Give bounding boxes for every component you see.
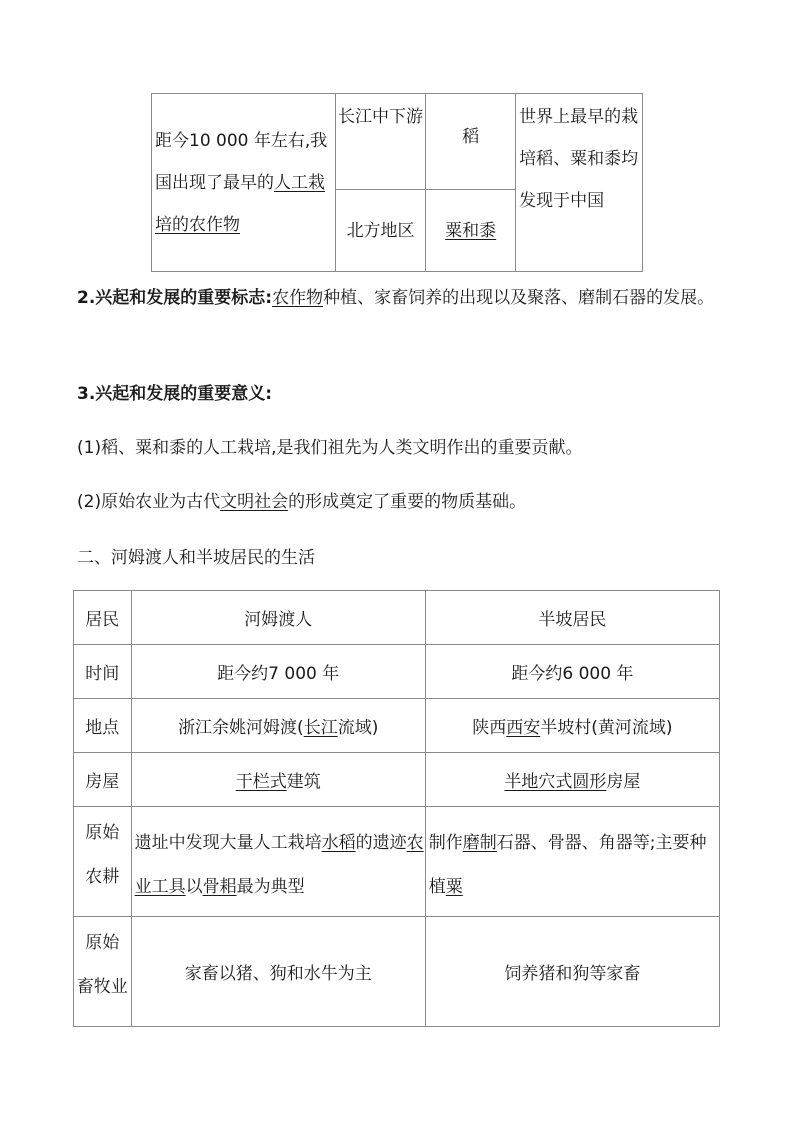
time-banpo: 距今约6 000 年 xyxy=(425,645,719,699)
livestock-banpo: 饲养猪和狗等家畜 xyxy=(425,917,719,1027)
house-hemudu xyxy=(131,753,425,807)
section-2 xyxy=(77,278,727,318)
house-banpo-underlined-1: 半地穴式 xyxy=(504,772,573,792)
place-banpo-underlined: 西安 xyxy=(506,718,541,738)
farming-label xyxy=(74,807,132,917)
section-3-item-2 xyxy=(77,482,727,522)
farming-hemudu-underlined-1: 水稻 xyxy=(321,833,356,853)
house-hemudu-b: 建筑 xyxy=(286,772,321,792)
header-label: 居民 xyxy=(74,591,132,645)
farming-hemudu-underlined-3: 骨耜 xyxy=(202,877,237,897)
place-hemudu-a: 浙江余姚河姆渡( xyxy=(178,718,304,738)
house-hemudu-underlined: 干栏式 xyxy=(235,772,287,792)
section-3-item-2-underlined: 文明社会 xyxy=(220,492,289,512)
house-banpo-underlined-2: 圆形 xyxy=(572,772,607,792)
header-hemudu: 河姆渡人 xyxy=(131,591,425,645)
farming-hemudu-a: 遗址中发现大量人工栽培 xyxy=(134,833,322,853)
farming-banpo xyxy=(425,807,719,917)
section-3-item-2-a: (2)原始农业为古代 xyxy=(77,492,221,512)
region-yangtze: 长江中下游 xyxy=(336,94,426,190)
farming-banpo-a: 制作 xyxy=(428,833,463,853)
house-banpo xyxy=(425,753,719,807)
crop-millet xyxy=(426,190,516,272)
origin-summary-cell xyxy=(152,94,336,272)
origin-note-cell xyxy=(516,94,643,272)
livestock-hemudu: 家畜以猪、狗和水牛为主 xyxy=(131,917,425,1027)
place-hemudu-b: 流域) xyxy=(337,718,379,738)
section-3-item-1: (1)稻、粟和黍的人工栽培,是我们祖先为人类文明作出的重要贡献。 xyxy=(77,438,583,458)
farming-banpo-underlined-2: 粟 xyxy=(445,877,463,897)
farming-hemudu-c: 以 xyxy=(185,877,203,897)
origin-table xyxy=(151,93,643,272)
livestock-label-1: 原始 xyxy=(85,933,120,953)
crop-millet-text: 粟和黍 xyxy=(445,220,497,241)
section-heading-2: 二、河姆渡人和半坡居民的生活 xyxy=(77,548,315,568)
section-3-label: 3.兴起和发展的重要意义: xyxy=(77,384,273,404)
place-label: 地点 xyxy=(74,699,132,753)
place-hemudu-underlined: 长江 xyxy=(303,718,338,738)
farming-hemudu-underlined-2: 农业工具 xyxy=(134,833,424,897)
crop-rice: 稻 xyxy=(426,94,516,190)
place-banpo xyxy=(425,699,719,753)
section-2-text: 种植、家畜饲养的出现以及聚落、磨制石器的发展。 xyxy=(323,288,715,308)
livestock-label-2: 畜牧业 xyxy=(76,977,128,997)
section-3-item-2-b: 的形成奠定了重要的物质基础。 xyxy=(288,492,527,512)
house-label: 房屋 xyxy=(74,753,132,807)
time-hemudu: 距今约7 000 年 xyxy=(131,645,425,699)
origin-summary-text: 距今10 000 年左右,我国出现了最早的 xyxy=(155,130,328,193)
origin-summary-underlined: 人工栽培的农作物 xyxy=(155,172,325,235)
section-2-label: 2.兴起和发展的重要标志: xyxy=(77,288,273,308)
farming-hemudu-b: 的遗迹 xyxy=(355,833,407,853)
farming-hemudu-d: 最为典型 xyxy=(236,877,305,897)
farming-banpo-b: 石器、骨器、角器等;主要种植 xyxy=(428,833,707,897)
farming-label-2: 农耕 xyxy=(85,867,120,887)
place-banpo-b: 半坡村(黄河流域) xyxy=(540,718,673,738)
header-banpo: 半坡居民 xyxy=(425,591,719,645)
livestock-label xyxy=(74,917,132,1027)
region-north: 北方地区 xyxy=(336,190,426,272)
section-2-underlined: 农作物 xyxy=(272,288,324,308)
place-banpo-a: 陕西 xyxy=(472,718,507,738)
place-hemudu xyxy=(131,699,425,753)
house-banpo-b: 房屋 xyxy=(606,772,641,792)
farming-label-1: 原始 xyxy=(85,823,120,843)
comparison-table xyxy=(73,590,720,1027)
farming-hemudu xyxy=(131,807,425,917)
origin-note-text: 世界上最早的栽培稻、粟和黍均发现于中国 xyxy=(519,107,639,211)
farming-banpo-underlined-1: 磨制 xyxy=(462,833,497,853)
time-label: 时间 xyxy=(74,645,132,699)
